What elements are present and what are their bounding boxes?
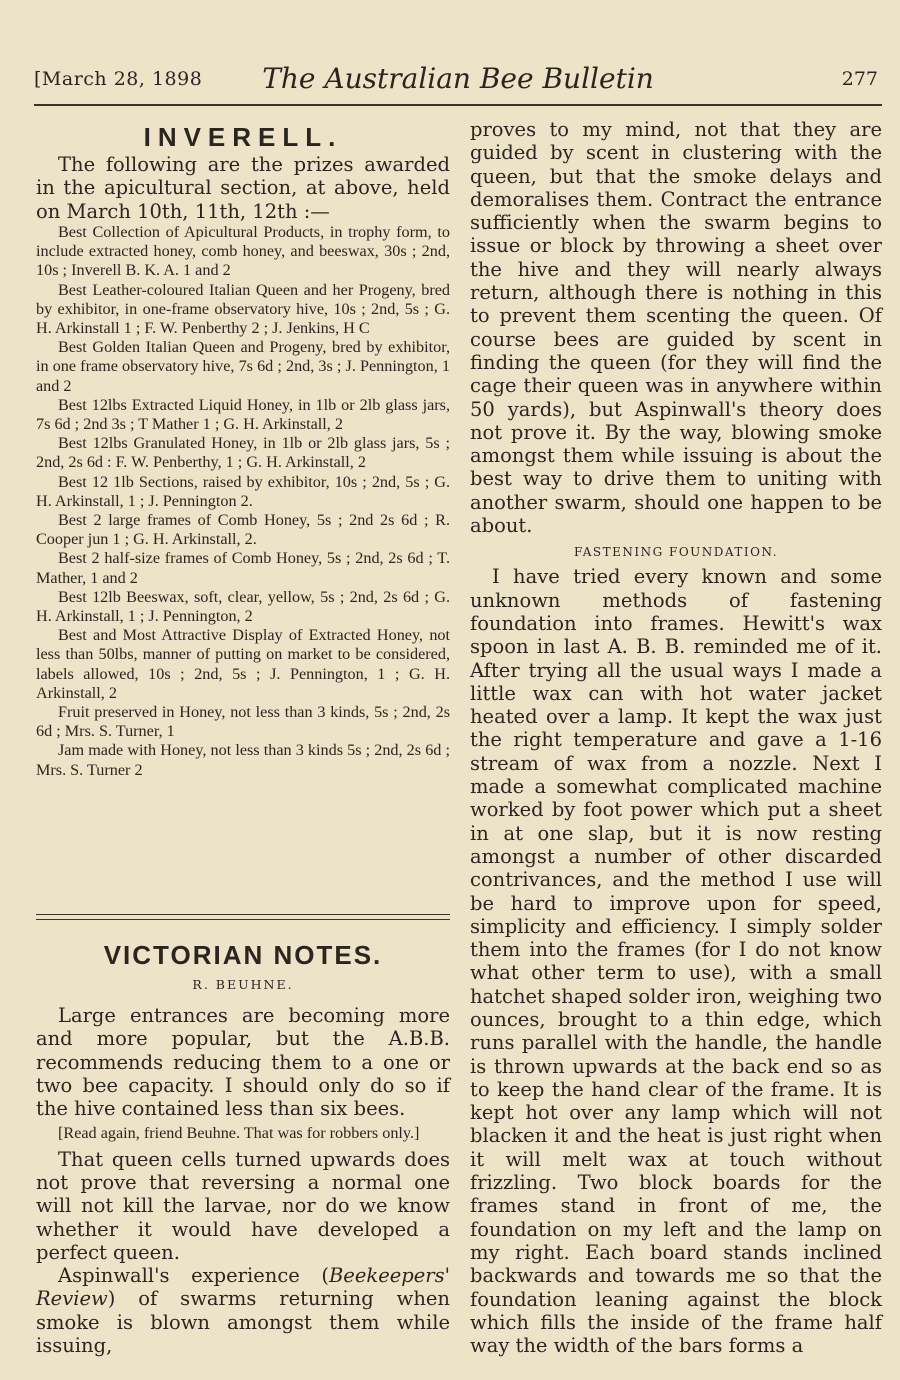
issue-date: [March 28, 1898	[34, 68, 203, 90]
section-rule-inner	[36, 919, 450, 920]
victorian-paragraph: Large entrances are becoming more and more popular, but the A.B.B. recommends reducing them to a one or two bee capacity. I should only do so if the hive contained less than six bees.	[36, 1004, 450, 1121]
prize-item: Best Collection of Apicultural Products, in trophy form, to include extracted honey, comb honey, and beeswax, 30s ; 2nd, 10s ; Inverell B. K. A. 1 and 2	[36, 222, 450, 280]
right-column	[470, 118, 882, 1357]
prize-item: Best 12lb Beeswax, soft, clear, yellow, 5s ; 2nd, 2s 6d ; G. H. Arkinstall, 1 ; J. Pennington, 2	[36, 587, 450, 625]
page-number: 277	[841, 68, 878, 90]
prize-item: Best 12lbs Extracted Liquid Honey, in 1lb or 2lb glass jars, 7s 6d ; 2nd 3s ; T Mather 1 ; G. H. Arkinstall, 2	[36, 395, 450, 433]
prize-item: Best 12lbs Granulated Honey, in 1lb or 2lb glass jars, 5s ; 2nd, 2s 6d : F. W. Penberthy, 1 ; G. H. Arkinstall, 2	[36, 434, 450, 472]
text-run: Aspinwall's experience (	[58, 1264, 329, 1288]
inverell-heading: INVERELL.	[143, 122, 343, 152]
prize-item: Best 2 large frames of Comb Honey, 5s ; 2nd 2s 6d ; R. Cooper jun 1 ; G. H. Arkinstall, 2.	[36, 510, 450, 549]
section-rule	[36, 914, 450, 915]
continued-paragraph: proves to my mind, not that they are guided by scent in clustering with the queen, but that the smoke delays and demoralises them. Contract the entrance sufficiently when the swarm begins to issue or block by throwing a sheet over the hive and they will nearly always return, although there is nothing in this to prevent them scenting the queen. Of course bees are guided by scent in finding the queen (for they will find the cage their queen was in anywhere within 50 yards), but Aspinwall's theory does not prove it. By the way, blowing smoke amongst them while issuing is about the best way to drive them to uniting with another swarm, should one happen to be about.	[470, 118, 882, 538]
prize-item: Jam made with Honey, not less than 3 kinds 5s ; 2nd, 2s 6d ; Mrs. S. Turner 2	[36, 741, 450, 779]
page-header	[34, 62, 882, 102]
inverell-intro: The following are the prizes awarded in the apicultural section, at above, held on March 10th, 11th, 12th :—	[36, 153, 450, 223]
header-rule	[34, 104, 882, 106]
fastening-subheading: FASTENING FOUNDATION.	[573, 545, 779, 560]
fastening-paragraph: I have tried every known and some unknown methods of fastening foundation into frames. Hewitt's wax spoon in last A. B. B. reminded me of it. After trying all the usual ways I made a little wax can with hot water jacket heated over a lamp. It kept the wax just the right temperature and gave a 1-16 stream of wax from a nozzle. Next I made a somewhat complicated machine worked by foot power which put a sheet in at one slap, but it is now resting amongst a number of other discarded contrivances, and the method I use will be hard to improve upon for speed, simplicity and efficiency. I simply solder them into the frames (for I do not know what other term to use), with a small hatchet shaped solder iron, weighing two ounces, brought to a thin edge, which runs parallel with the handle, the handle is thrown upwards at the back end so as to keep the hand clear of the frame. It is kept hot over any lamp which will not blacken it and the heat is just right when it will melt wax at touch without frizzling. Two block boards for the frames stand in front of me, the foundation on my left and the lamp on my right. Each board stands inclined backwards and towards me so that the foundation leaning against the block which fills the inside of the frame half way the width of the bars forms a	[470, 565, 882, 1358]
prize-item: Best and Most Attractive Display of Extracted Honey, not less than 50lbs, manner of putting on market to be considered, labels allowed, 10s ; 2nd, 5s ; J. Pennington, 1 ; G. H. Arkinstall, 2	[36, 626, 450, 702]
journal-title: The Australian Bee Bulletin	[262, 62, 654, 95]
victorian-heading: VICTORIAN NOTES.	[103, 940, 383, 970]
prize-item: Best Leather-coloured Italian Queen and her Progeny, bred by exhibitor, in one-frame observatory hive, 10s ; 2nd, 5s ; G. H. Arkinstall 1 ; F. W. Penberthy 2 ; J. Jenkins, H C	[36, 280, 450, 337]
left-column	[36, 118, 450, 780]
prize-item: Fruit preserved in Honey, not less than 3 kinds, 5s ; 2nd, 2s 6d ; Mrs. S. Turner, 1	[36, 702, 450, 741]
prize-item: Best 12 1lb Sections, raised by exhibitor, 10s ; 2nd, 5s ; G. H. Arkinstall, 1 ; J. Pennington 2.	[36, 472, 450, 510]
victorian-section	[36, 940, 450, 1357]
prize-item: Best Golden Italian Queen and Progeny, bred by exhibitor, in one frame observatory hive, 7s 6d ; 2nd, 3s ; J. Pennington, 1 and 2	[36, 338, 450, 395]
prize-item: Best 2 half-size frames of Comb Honey, 5s ; 2nd, 2s 6d ; T. Mather, 1 and 2	[36, 549, 450, 587]
text-run: ) of swarms returning when smoke is blown amongst them while issuing,	[36, 1287, 450, 1358]
victorian-paragraph	[36, 1264, 450, 1357]
author-byline: R. BEUHNE.	[192, 977, 294, 992]
victorian-paragraph: That queen cells turned upwards does not prove that reversing a normal one will not kill the larvae, nor do we know whether it would have developed a perfect queen.	[36, 1147, 450, 1264]
journal-reference: Beekeepers' Review	[36, 1264, 450, 1311]
editor-note: [Read again, friend Beuhne. That was for robbers only.]	[58, 1124, 420, 1143]
